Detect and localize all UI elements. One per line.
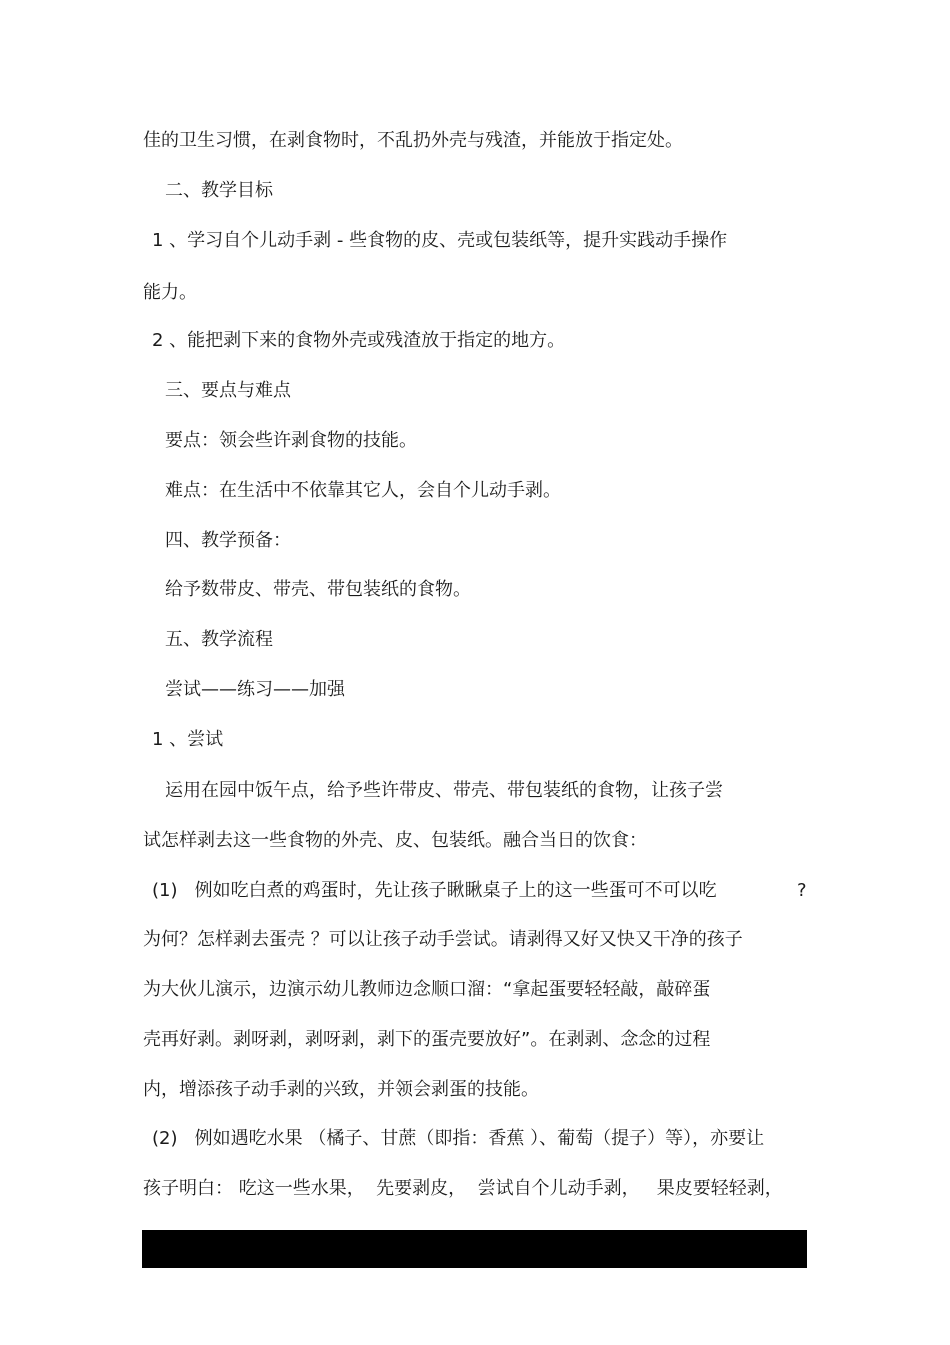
text-line: (1) 例如吃白煮的鸡蛋时，先让孩子瞅瞅桌子上的这一些蛋可不可以吃	[152, 880, 717, 901]
footer-bar	[142, 1230, 807, 1268]
question-mark: ?	[797, 880, 807, 901]
text-line: 难点：在生活中不依靠其它人，会自个儿动手剥。	[165, 480, 561, 501]
text-line: 为何？怎样剥去蛋壳 ？可以让孩子动手尝试。请剥得又好又快又干净的孩子	[143, 929, 743, 950]
text-line: (2) 例如遇吃水果 （橘子、甘蔗（即指：香蕉 ）、葡萄（提子）等），亦要让	[152, 1128, 765, 1149]
text-line: 给予数带皮、带壳、带包装纸的食物。	[165, 579, 471, 600]
section-heading: 三、要点与难点	[165, 380, 291, 401]
text-line: 运用在园中饭午点，给予些许带皮、带壳、带包装纸的食物，让孩子尝	[165, 780, 723, 801]
text-line: 孩子明白： 吃这一些水果， 先要剥皮， 尝试自个儿动手剥， 果皮要轻轻剥，	[143, 1178, 783, 1199]
text-line: 内，增添孩子动手剥的兴致，并领会剥蛋的技能。	[143, 1079, 539, 1100]
section-heading: 五、教学流程	[165, 629, 273, 650]
text-line: 能力。	[143, 282, 197, 303]
text-line: 2 、能把剥下来的食物外壳或残渣放于指定的地方。	[152, 330, 566, 351]
text-line: 试怎样剥去这一些食物的外壳、皮、包装纸。融合当日的饮食：	[143, 830, 647, 851]
section-heading: 二、教学目标	[165, 180, 273, 201]
text-line: 1 、学习自个儿动手剥 - 些食物的皮、壳或包装纸等，提升实践动手操作	[152, 230, 728, 251]
text-line: 1 、尝试	[152, 729, 224, 750]
section-heading: 四、教学预备：	[165, 530, 291, 551]
text-line: 尝试——练习——加强	[165, 679, 345, 700]
text-line: 为大伙儿演示，边演示幼儿教师边念顺口溜：“拿起蛋要轻轻敲，敲碎蛋	[143, 979, 711, 1000]
text-line: 要点：领会些许剥食物的技能。	[165, 430, 417, 451]
text-line: 佳的卫生习惯，在剥食物时，不乱扔外壳与残渣，并能放于指定处。	[143, 130, 683, 151]
text-line: 壳再好剥。剥呀剥，剥呀剥，剥下的蛋壳要放好”。在剥剥、念念的过程	[143, 1029, 711, 1050]
